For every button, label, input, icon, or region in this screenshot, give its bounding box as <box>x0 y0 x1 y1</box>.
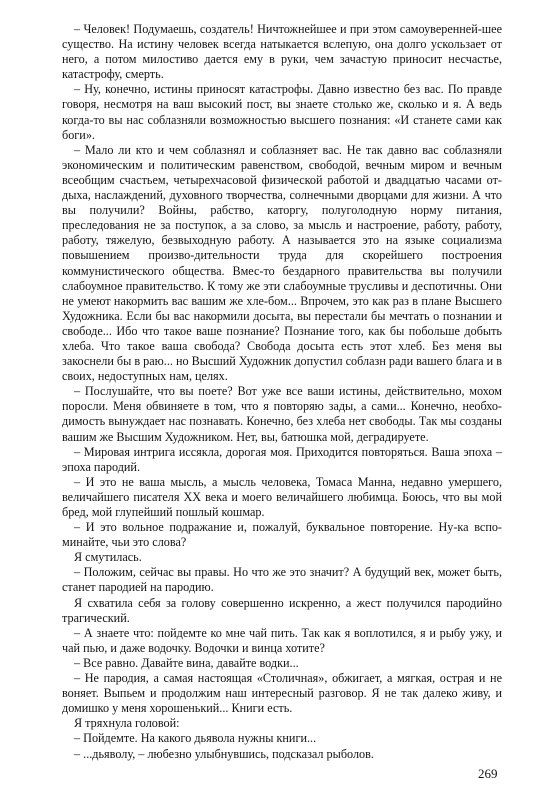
paragraph: – Пойдемте. На какого дьявола нужны книги... <box>74 731 317 746</box>
paragraph: – Человек! Подумаешь, создатель! Ничтожнейшее и при этом самоуверенней-шее существо. На истину человек всегда натыкается вслепую, она долго ускользает от него, а потом милостиво дается ему в руки, чем зачастую приносит несчастье, катастрофу, смерть. <box>62 22 502 82</box>
page-number: 269 <box>478 766 498 781</box>
paragraph: – Ну, конечно, истины приносят катастрофы. Давно известно без вас. По правде говоря, несмотря на ваш высокий пост, вы знаете столько же, сколько и я. А ведь когда-то вы нас соблазняли возможностью высшего познания: «И станете сами как боги». <box>62 82 502 142</box>
paragraph: – И это вольное подражание и, пожалуй, буквальное повторение. Ну-ка вспо-минайте, чьи это слова? <box>62 520 502 550</box>
body-text <box>62 22 502 762</box>
paragraph: – ...дьяволу, – любезно улыбнувшись, подсказал рыболов. <box>74 746 374 761</box>
paragraph: Я схватила себя за голову совершенно искренно, а жест получился пародийно трагический. <box>62 595 502 625</box>
paragraph: – А знаете что: пойдемте ко мне чай пить. Так как я воплотился, я и рыбу ужу, и чай пью, и даже водочку. Водочки и винца хотите? <box>62 625 502 655</box>
paragraph: Я смутилась. <box>74 550 142 565</box>
paragraph: – Положим, сейчас вы правы. Но что же это значит? А будущий век, может быть, станет пародией на пародию. <box>62 565 502 595</box>
paragraph: – Послушайте, что вы поете? Вот уже все ваши истины, действительно, мохом поросли. Меня обвиняете в том, что я повторяю зады, а сами... Конечно, необхо-димость вынуждает нас познавать. Конечно, без хлеба нет свободы. Так мы созданы вашим же Высшим Художником. Нет, вы, батюшка мой, деградируете. <box>62 384 502 444</box>
paragraph: – Не пародия, а самая настоящая «Столичная», обжигает, а мягкая, острая и не воняет. Выпьем и продолжим наш интересный разговор. Я не так далеко живу, и домишко у меня хорошенький... Книги есть. <box>62 671 502 716</box>
paragraph: – И это не ваша мысль, а мысль человека, Томаса Манна, недавно умершего, величайшего писателя XX века и моего величайшего любимца. Боюсь, что вы мой бред, мой глупейший пошлый кошмар. <box>62 474 502 519</box>
paragraph: – Все равно. Давайте вина, давайте водки... <box>74 655 299 670</box>
paragraph: – Мировая интрига иссякла, дорогая моя. Приходится повторяться. Ваша эпоха – эпоха пародий. <box>62 444 502 474</box>
paragraph: – Мало ли кто и чем соблазнял и соблазняет вас. Не так давно вас соблазняли экономическим и политическим равенством, свободой, вечным миром и вечным всеобщим счастьем, четырехчасовой физической работой и двадцатью часами от-дыха, наслаждений, духовного творчества, солнечными дворцами для жизни. А что вы получили? Войны, рабство, каторгу, полуголодную норму питания, преследования не за поступок, а за слово, за мысль и настроение, работу, работу, работу, тяжелую, безвыходную работу. А называется это на языке социализма повышением произво-дительности труда для скорейшего построения коммунистического общества. Вмес-то бездарного правительства вы получили слабоумное правительство. К тому же эти слабоумные трусливы и деспотичны. Они не умеют накормить вас вашим же хле-бом... Впрочем, это как раз в плане Высшего Художника. Если бы вас накормили досыта, вы перестали бы мечтать о познании и свободе... Ибо что такое ваше познание? Познание того, как бы побольше добыть хлеба. Что такое ваша свобода? Свобода досыта есть этот хлеб. Без меня вы закоснели бы в раю... но Высший Художник допустил соблазн ради вашего блага и в своих, недоступных нам, целях. <box>62 142 502 384</box>
paragraph: Я тряхнула головой: <box>74 716 180 731</box>
